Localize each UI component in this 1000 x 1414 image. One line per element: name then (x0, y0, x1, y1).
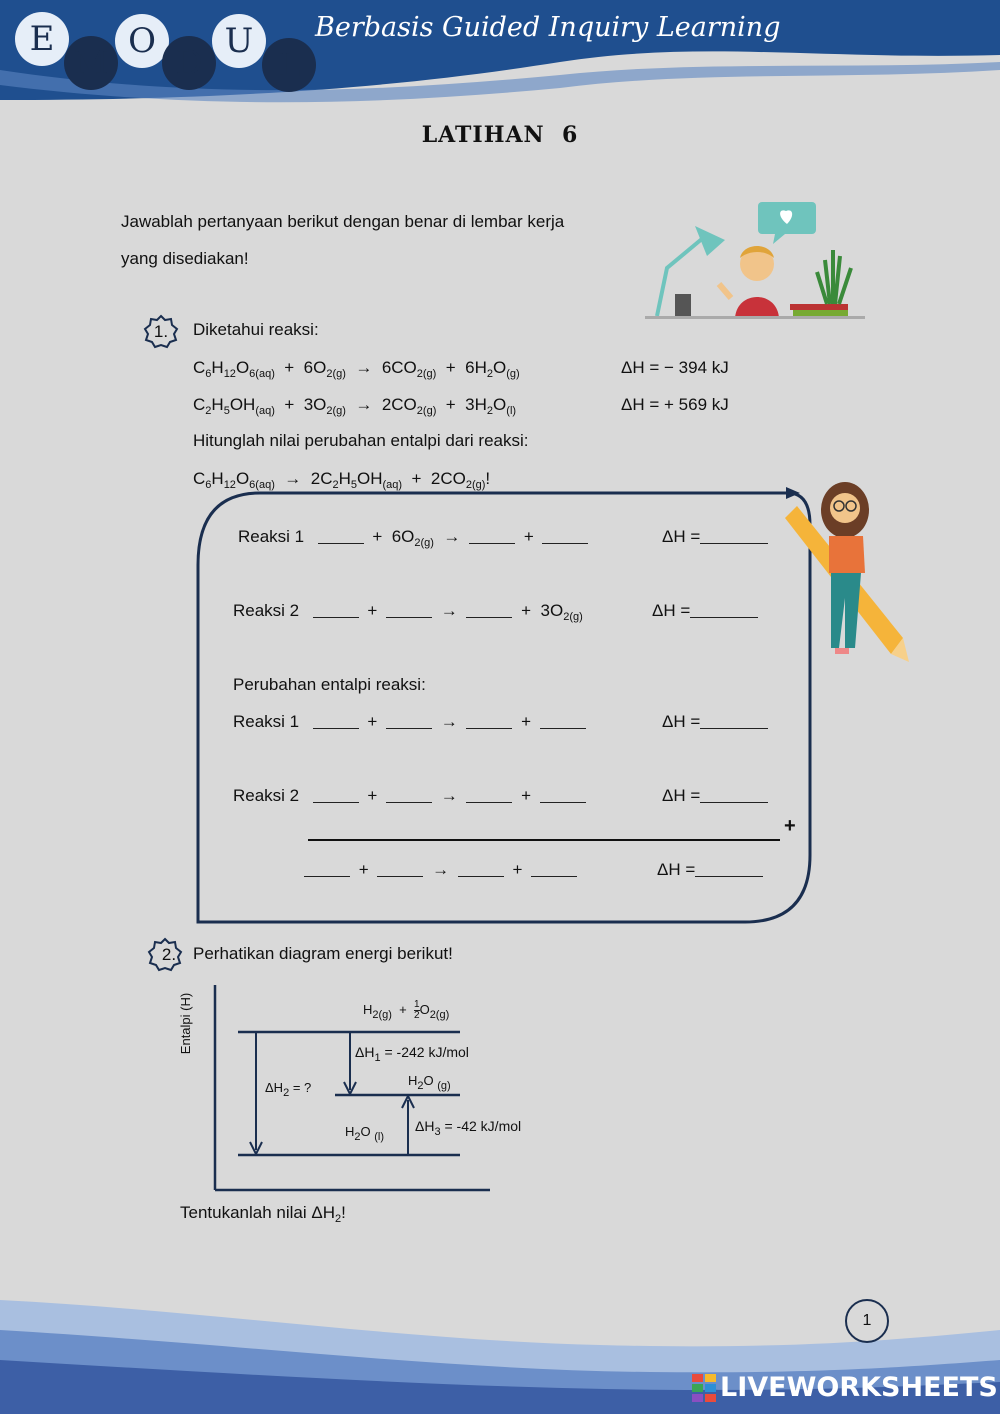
page-title: LATIHAN 6 (421, 122, 579, 148)
reaction-1-dh: ΔH = − 394 kJ (621, 358, 729, 377)
dh-label: ΔH = (652, 601, 691, 620)
dh-answer-blank[interactable] (695, 862, 763, 877)
level-h2o-gas: $H_2O$ $_{(g)}$ (408, 1073, 451, 1092)
dh-label: ΔH = (657, 860, 696, 879)
reaction-1-equation: $C_6H_{12}O_{6(aq)} + 6O_{2(g)} \to 6CO_{2(g)} + 6H_2O_{(g)}$ (193, 358, 520, 380)
answer-blank[interactable] (313, 603, 359, 618)
answer-blank[interactable] (540, 714, 586, 729)
question-number-badge (143, 314, 179, 350)
answer-blank[interactable] (540, 788, 586, 803)
dh3-label: $\Delta H_3 = -42$ kJ/mol (415, 1118, 522, 1138)
answer-blank[interactable] (466, 603, 512, 618)
answer-blank[interactable] (386, 603, 432, 618)
q1-ask: Hitunglah nilai perubahan entalpi dari reaksi: (193, 431, 529, 450)
student-illustration (645, 198, 865, 323)
level-h2o-liquid: $H_2O$ $_{(l)}$ (345, 1124, 385, 1143)
answer-blank[interactable] (318, 529, 364, 544)
dh2-label: $\Delta H_2$ = ? (265, 1080, 312, 1099)
instruction-line-1: Jawablah pertanyaan berikut dengan benar di lembar kerja (121, 212, 565, 231)
reaction-2-equation: $C_2H_5OH_{(aq)} + 3O_{2(g)} \to 2CO_{2(g)} + 3H_2O_{(l)}$ (193, 395, 517, 417)
box-row1-dh (662, 527, 768, 547)
logo-letter: E (15, 12, 69, 66)
question-number: 1. (153, 322, 169, 341)
question-number: 2. (161, 945, 177, 964)
y-axis-label: Entalpi (H) (178, 992, 194, 1055)
reaksi1-label: Reaksi 1 (238, 527, 305, 546)
answer-blank[interactable] (466, 788, 512, 803)
box-row5-dh (657, 860, 763, 880)
page-number-circle (845, 1299, 889, 1343)
box-row-reaksi2b: Reaksi 2 + → + (233, 786, 590, 806)
instruction-line-2: yang disediakan! (121, 249, 249, 268)
liveworksheets-icon (692, 1374, 716, 1402)
q1-intro: Diketahui reaksi: (193, 320, 319, 339)
header-subtitle: Berbasis Guided Inquiry Learning (315, 12, 781, 43)
reaksi2-label: Reaksi 2 (233, 601, 300, 620)
logo-letter: L (262, 38, 316, 92)
reaksi2-label: Reaksi 2 (233, 786, 300, 805)
sum-line (308, 839, 780, 841)
page-number: 1 (862, 1312, 872, 1329)
dh-label: ΔH = (662, 786, 701, 805)
dh1-label: $\Delta H_1 = -242$ kJ/mol (355, 1044, 469, 1064)
answer-blank[interactable] (313, 714, 359, 729)
logo-letter: M (64, 36, 118, 90)
logo-letter: U (212, 14, 266, 68)
box-row-reaksi1: Reaksi 1 + $6O_{2(g)}$ → + (238, 527, 592, 547)
target-reaction: $C_6H_{12}O_{6(aq)} \to 2C_2H_5OH_{(aq)} + 2CO_{2(g)}$! (193, 469, 491, 491)
logo-letter: O (115, 14, 169, 68)
reaction-2-dh: ΔH = + 569 kJ (621, 395, 729, 414)
answer-blank[interactable] (542, 529, 588, 544)
q2-final-question (180, 1203, 346, 1223)
answer-blank[interactable] (313, 788, 359, 803)
dh-answer-blank[interactable] (700, 788, 768, 803)
girl-pencil-illustration (785, 478, 915, 673)
sum-plus: + (784, 815, 796, 837)
answer-blank[interactable] (377, 862, 423, 877)
dh-answer-blank[interactable] (690, 603, 758, 618)
dh1-value: = -242 kJ/mol (384, 1044, 469, 1060)
box-row-reaksi2: Reaksi 2 + → + $3O_{2(g)}$ (233, 601, 583, 623)
reaksi1-label: Reaksi 1 (233, 712, 300, 731)
dh-answer-blank[interactable] (700, 714, 768, 729)
answer-blank[interactable] (386, 788, 432, 803)
logo-letter: D (162, 36, 216, 90)
answer-blank[interactable] (458, 862, 504, 877)
dh3-value: = -42 kJ/mol (444, 1118, 522, 1134)
liveworksheets-logo (692, 1372, 998, 1403)
perubahan-label: Perubahan entalpi reaksi: (233, 675, 426, 694)
answer-blank[interactable] (304, 862, 350, 877)
box-row-result: + → + (300, 860, 581, 880)
level-h2-o2: $H_{2(g)}$ + $\frac{1}{2}$ $O_{2(g)}$ (363, 999, 450, 1021)
answer-blank[interactable] (386, 714, 432, 729)
q2-final-suffix: ! (341, 1203, 346, 1222)
q2-intro: Perhatikan diagram energi berikut! (193, 944, 453, 963)
q2-final-sub: 2 (335, 1213, 342, 1225)
answer-blank[interactable] (531, 862, 577, 877)
box-row3-dh (662, 712, 768, 732)
q2-final-prefix: Tentukanlah nilai ΔH (180, 1203, 336, 1222)
energy-diagram (180, 980, 510, 1195)
box-row2-dh (652, 601, 758, 621)
dh-label: ΔH = (662, 712, 701, 731)
answer-blank[interactable] (466, 714, 512, 729)
dh-label: ΔH = (662, 527, 701, 546)
answer-blank[interactable] (469, 529, 515, 544)
footer-brand: LIVEWORKSHEETS (720, 1372, 998, 1403)
dh-answer-blank[interactable] (700, 529, 768, 544)
box-row4-dh (662, 786, 768, 806)
box-row-reaksi1b: Reaksi 1 + → + (233, 712, 590, 732)
dh2-value: = ? (292, 1080, 312, 1095)
question-number-badge (147, 937, 183, 973)
